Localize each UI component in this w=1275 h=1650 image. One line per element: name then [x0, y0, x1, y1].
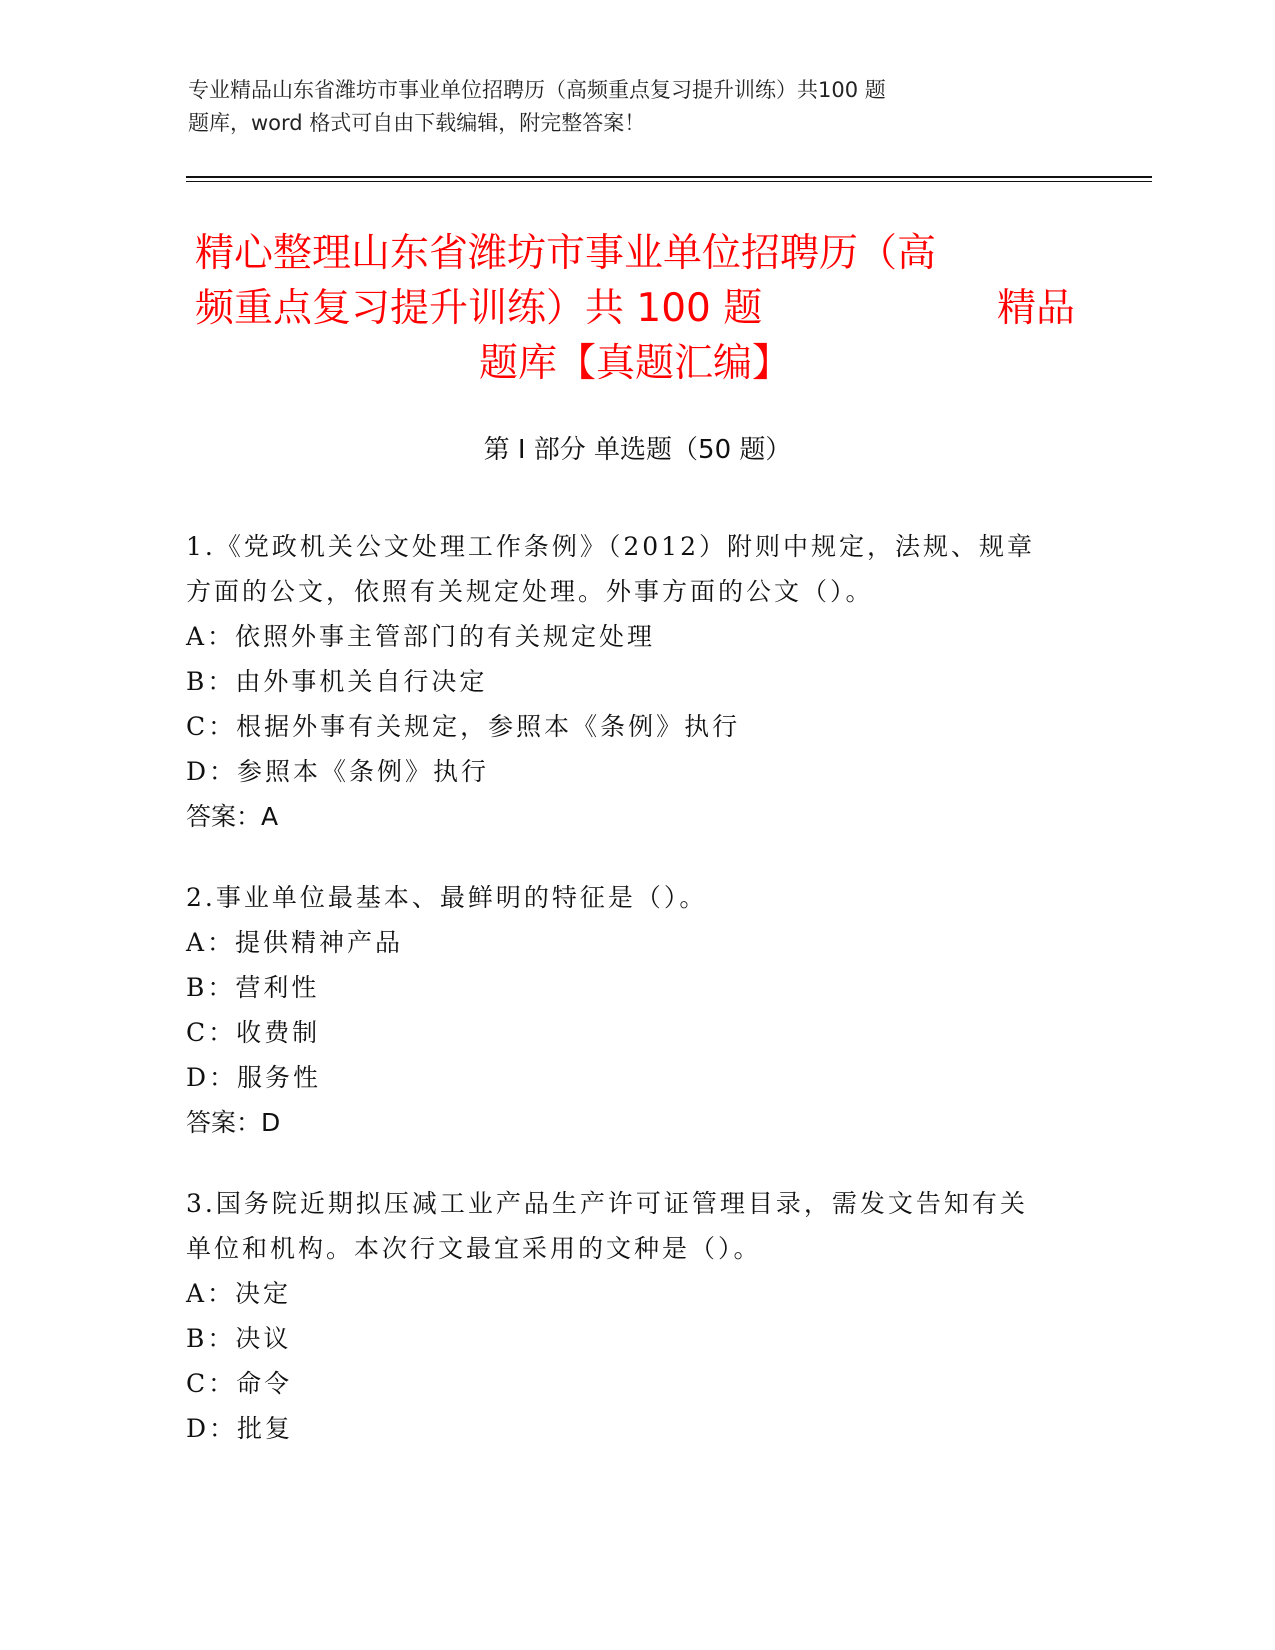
- header-divider: [186, 176, 1152, 178]
- title-line: [195, 281, 1075, 336]
- header-divider-thin: [186, 181, 1152, 182]
- question-list: [186, 524, 1066, 1487]
- question-item: [186, 1181, 1066, 1451]
- question-item: [186, 875, 1066, 1145]
- question-option: A：依照外事主管部门的有关规定处理: [186, 622, 656, 651]
- document-title: [195, 226, 1075, 391]
- question-answer: 答案：A: [186, 802, 279, 831]
- question-option: D：服务性: [186, 1063, 322, 1092]
- question-option: C：命令: [186, 1369, 293, 1398]
- question-stem: 单位和机构。本次行文最宜采用的文种是（）。: [186, 1234, 762, 1263]
- question-stem: 方面的公文，依照有关规定处理。外事方面的公文（）。: [186, 577, 874, 606]
- question-option: B：营利性: [186, 973, 320, 1002]
- question-answer: 答案：D: [186, 1108, 281, 1137]
- question-option: D：参照本《条例》执行: [186, 757, 490, 786]
- header-note-line: 题库，word 格式可自由下载编辑，附完整答案！: [188, 111, 646, 135]
- title-line: 题库【真题汇编】: [478, 341, 791, 386]
- question-stem: 2.事业单位最基本、最鲜明的特征是（）。: [186, 883, 708, 912]
- question-option: A：提供精神产品: [186, 928, 404, 957]
- question-option: B：决议: [186, 1324, 292, 1353]
- question-stem: 1.《党政机关公文处理工作条例》（2012）附则中规定，法规、规章: [186, 532, 1035, 561]
- question-item: [186, 524, 1066, 839]
- question-stem: 3.国务院近期拟压减工业产品生产许可证管理目录，需发文告知有关: [186, 1189, 1028, 1218]
- question-option: B：由外事机关自行决定: [186, 667, 488, 696]
- title-line-right: 精品: [996, 286, 1075, 331]
- question-option: C：收费制: [186, 1018, 321, 1047]
- header-note-line: 专业精品山东省潍坊市事业单位招聘历（高频重点复习提升训练）共100 题: [188, 78, 886, 102]
- question-option: D：批复: [186, 1414, 294, 1443]
- header-note: [188, 74, 1088, 140]
- question-option: C：根据外事有关规定，参照本《条例》执行: [186, 712, 741, 741]
- title-line-left: 频重点复习提升训练）共 100 题: [195, 286, 763, 331]
- section-title: 第 I 部分 单选题（50 题）: [483, 435, 792, 465]
- question-option: A：决定: [186, 1279, 292, 1308]
- title-line: 精心整理山东省潍坊市事业单位招聘历（高: [195, 231, 937, 276]
